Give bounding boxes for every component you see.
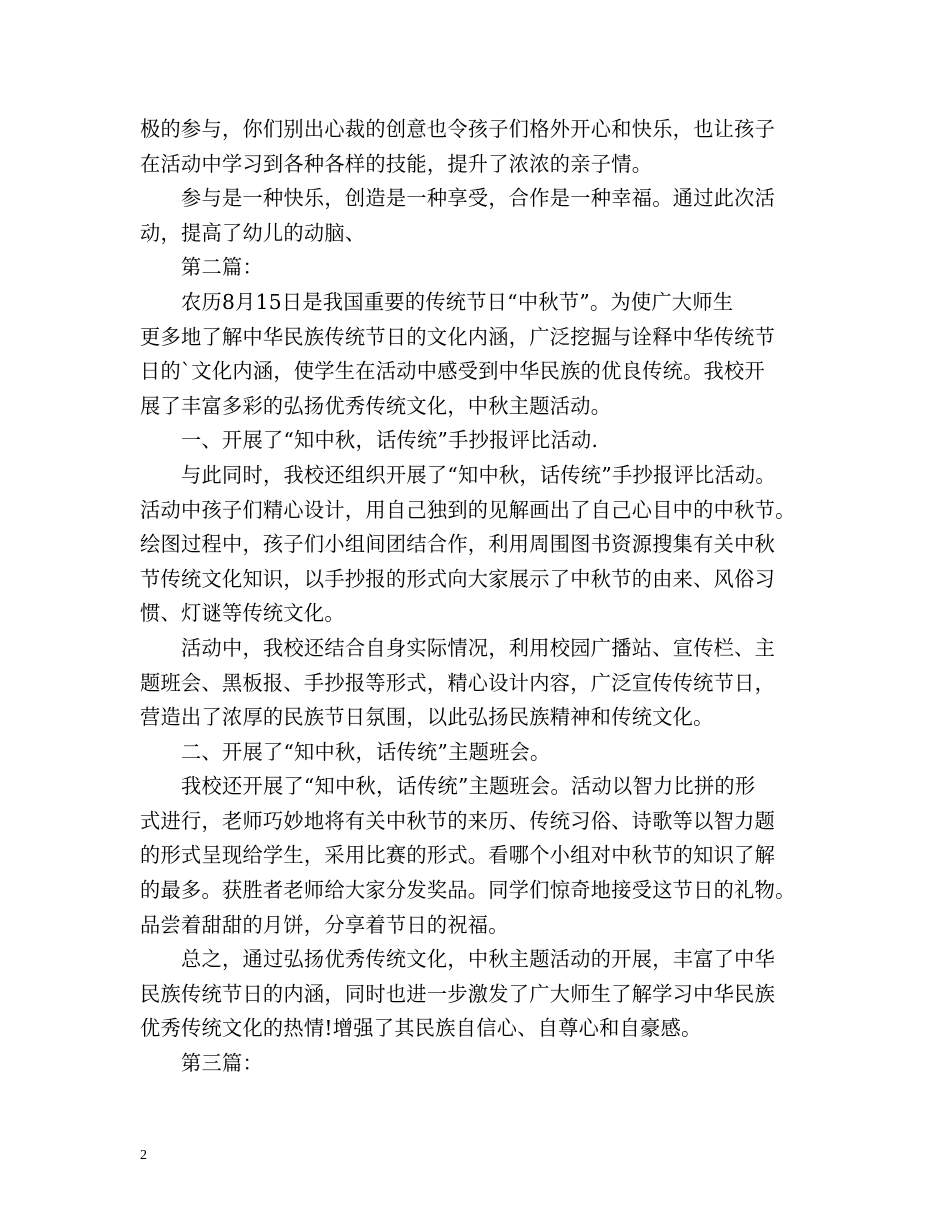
text-line: 动，提高了幼儿的动脑、 bbox=[140, 220, 366, 245]
text-line: 品尝着甜甜的月饼，分享着节日的祝福。 bbox=[140, 912, 509, 937]
section-heading: 第三篇： bbox=[181, 1051, 263, 1076]
text-line: 的最多。获胜者老师给大家分发奖品。同学们惊奇地接受这节日的礼物。 bbox=[140, 878, 796, 903]
subsection-heading: 二、开展了“知中秋，话传统”主题班会。 bbox=[181, 739, 551, 764]
text-line: 绘图过程中，孩子们小组间团结合作，利用周围图书资源搜集有关中秋 bbox=[140, 532, 776, 557]
paragraph-start: 农历8月15日是我国重要的传统节日“中秋节”。为使广大师生 bbox=[181, 289, 734, 314]
paragraph-start: 总之，通过弘扬优秀传统文化，中秋主题活动的开展，丰富了中华 bbox=[181, 947, 776, 972]
text-line: 营造出了浓厚的民族节日氛围，以此弘扬民族精神和传统文化。 bbox=[140, 705, 714, 730]
paragraph-start: 我校还开展了“知中秋，话传统”主题班会。活动以智力比拼的形 bbox=[181, 774, 756, 799]
text-line: 展了丰富多彩的弘扬优秀传统文化，中秋主题活动。 bbox=[140, 393, 612, 418]
text-line: 优秀传统文化的热情!增强了其民族自信心、自尊心和自豪感。 bbox=[140, 1016, 702, 1041]
paragraph-start: 与此同时，我校还组织开展了“知中秋，话传统”手抄报评比活动。 bbox=[181, 462, 776, 487]
text-line: 的形式呈现给学生，采用比赛的形式。看哪个小组对中秋节的知识了解 bbox=[140, 843, 776, 868]
page-number: 2 bbox=[140, 1148, 147, 1163]
subsection-heading: 一、开展了“知中秋，话传统”手抄报评比活动. bbox=[181, 428, 599, 453]
paragraph-start: 活动中，我校还结合自身实际情况，利用校园广播站、宣传栏、主 bbox=[181, 635, 776, 660]
document-body bbox=[140, 112, 830, 1081]
paragraph-start: 参与是一种快乐，创造是一种享受，合作是一种幸福。通过此次活 bbox=[181, 186, 776, 211]
text-line: 题班会、黑板报、手抄报等形式，精心设计内容，广泛宣传传统节日， bbox=[140, 670, 776, 695]
text-line: 式进行，老师巧妙地将有关中秋节的来历、传统习俗、诗歌等以智力题 bbox=[140, 808, 776, 833]
text-line: 惯、灯谜等传统文化。 bbox=[140, 601, 345, 626]
text-line: 日的`文化内涵，使学生在活动中感受到中华民族的优良传统。我校开 bbox=[140, 359, 766, 384]
text-line: 极的参与，你们别出心裁的创意也令孩子们格外开心和快乐，也让孩子 bbox=[140, 117, 776, 141]
section-heading: 第二篇： bbox=[181, 255, 263, 280]
text-line: 活动中孩子们精心设计，用自己独到的见解画出了自己心目中的中秋节。 bbox=[140, 497, 796, 522]
text-line: 更多地了解中华民族传统节日的文化内涵，广泛挖掘与诠释中华传统节 bbox=[140, 324, 776, 349]
text-line: 在活动中学习到各种各样的技能，提升了浓浓的亲子情。 bbox=[140, 151, 653, 176]
text-line: 民族传统节日的内涵，同时也进一步激发了广大师生了解学习中华民族 bbox=[140, 981, 776, 1006]
text-line: 节传统文化知识，以手抄报的形式向大家展示了中秋节的由来、风俗习 bbox=[140, 566, 776, 591]
